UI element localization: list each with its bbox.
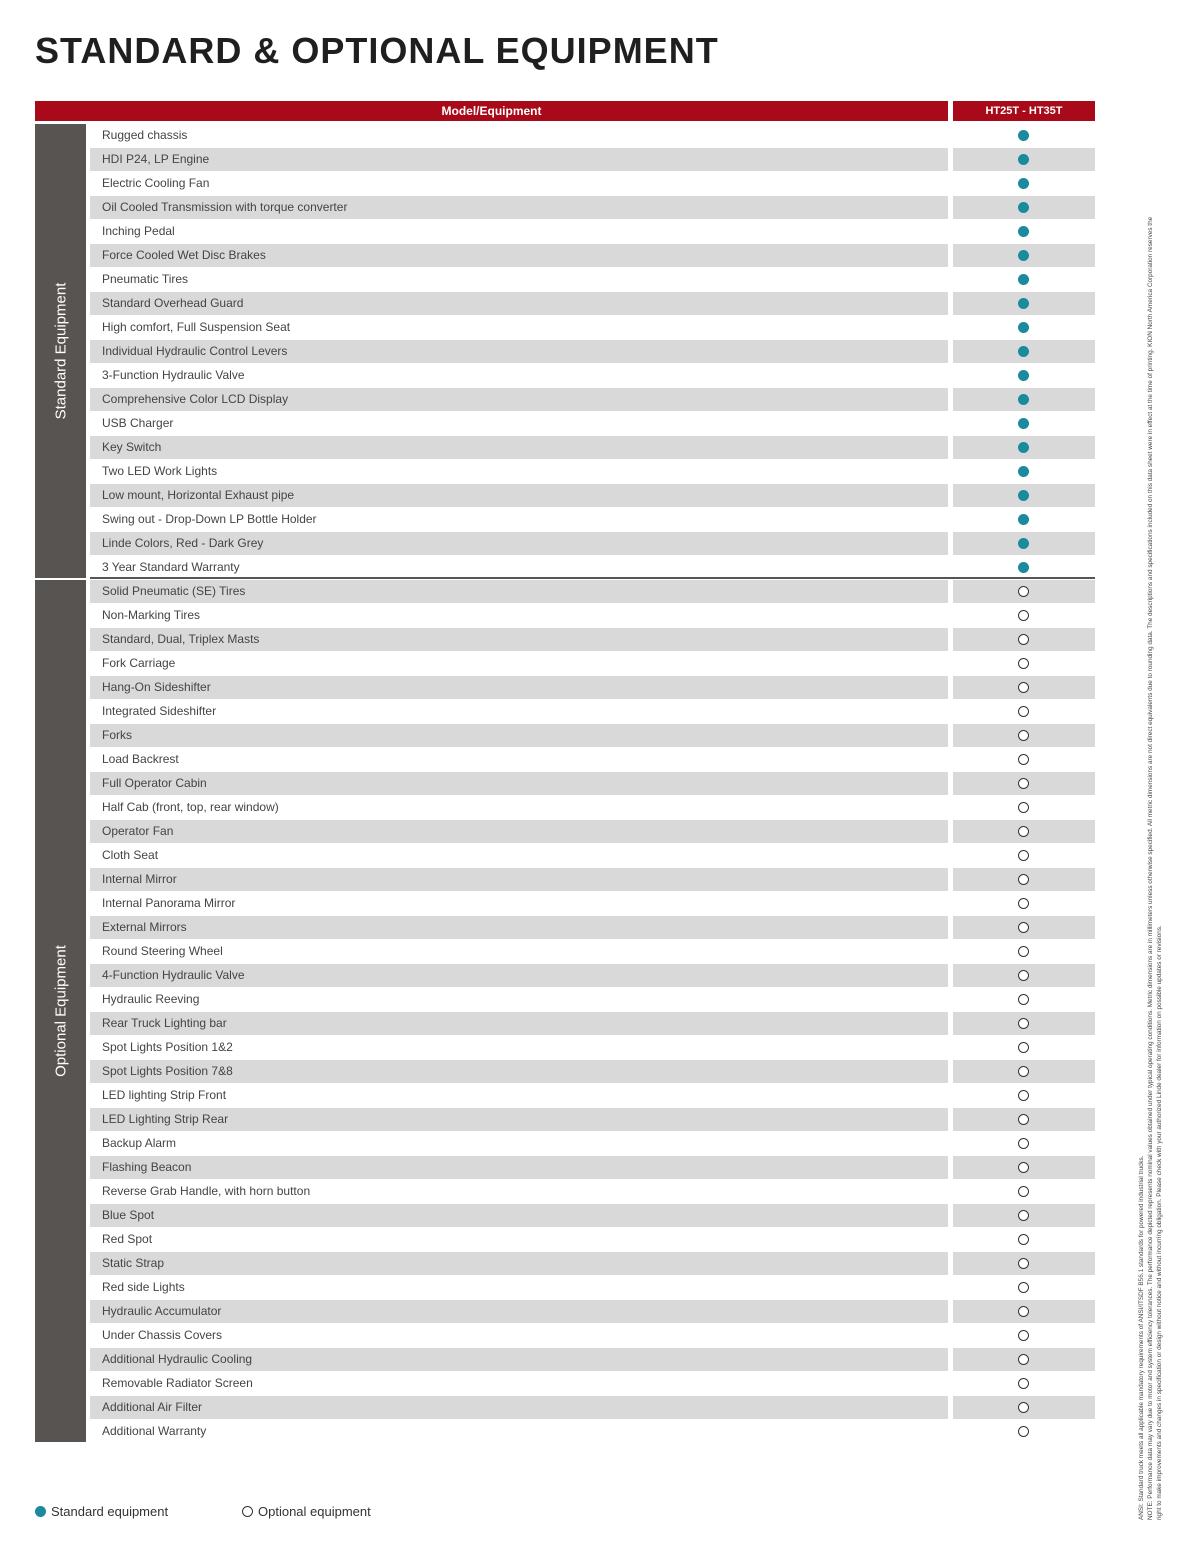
availability-cell — [953, 940, 1095, 963]
standard-dot-icon — [1018, 466, 1029, 477]
availability-cell — [953, 364, 1095, 387]
equipment-item-label: Comprehensive Color LCD Display — [90, 388, 948, 411]
optional-circle-icon — [1018, 1138, 1029, 1149]
table-row — [90, 748, 1095, 771]
availability-cell — [953, 1276, 1095, 1299]
disclaimer — [1137, 50, 1164, 1520]
table-row — [90, 1324, 1095, 1347]
availability-cell — [953, 1228, 1095, 1251]
table-row — [90, 1420, 1095, 1443]
standard-dot-icon — [1018, 322, 1029, 333]
optional-circle-icon — [1018, 1330, 1029, 1341]
optional-circle-icon — [1018, 1282, 1029, 1293]
standard-section-label: Standard Equipment — [52, 282, 69, 420]
equipment-item-label: Low mount, Horizontal Exhaust pipe — [90, 484, 948, 507]
table-row — [90, 700, 1095, 723]
table-row — [90, 1372, 1095, 1395]
table-row — [90, 1348, 1095, 1371]
optional-circle-icon — [1018, 1042, 1029, 1053]
availability-cell — [953, 1012, 1095, 1035]
disclaimer-line: NOTE: Performance data may vary due to motor and system efficiency tolerances. The performance depicted represents nominal values obtained under typical operating conditions. Metric dimensions are in millimeters unless otherwise specified. All metric dimensions are not direct equivalents due to rounding data. The descriptions and specifications included on this data sheet were in effect at the time of printing. KION North America Corporation reserves the — [1147, 216, 1154, 1520]
equipment-item-label: Flashing Beacon — [90, 1156, 948, 1179]
availability-cell — [953, 604, 1095, 627]
equipment-item-label: Forks — [90, 724, 948, 747]
equipment-item-label: Rear Truck Lighting bar — [90, 1012, 948, 1035]
equipment-item-label: Rugged chassis — [102, 128, 188, 142]
equipment-item-label: Oil Cooled Transmission with torque converter — [90, 196, 948, 219]
optional-circle-icon — [1018, 1114, 1029, 1125]
equipment-item-label: 4-Function Hydraulic Valve — [90, 964, 948, 987]
standard-dot-icon — [1018, 394, 1029, 405]
table-row — [90, 652, 1095, 675]
equipment-item-label: USB Charger — [102, 416, 174, 430]
equipment-item-label: Two LED Work Lights — [102, 464, 218, 478]
availability-cell — [953, 484, 1095, 507]
table-row — [90, 124, 1095, 147]
availability-cell — [953, 1132, 1095, 1155]
equipment-item-label: Fork Carriage — [102, 656, 176, 670]
table-row — [90, 148, 1095, 171]
table-row — [90, 268, 1095, 291]
equipment-item-label: Key Switch — [90, 436, 948, 459]
standard-dot-icon — [1018, 202, 1029, 213]
optional-section-label: Optional Equipment — [52, 945, 69, 1077]
availability-cell — [953, 1324, 1095, 1347]
availability-cell — [953, 124, 1095, 147]
table-row — [90, 460, 1095, 483]
table-row — [90, 988, 1095, 1011]
table-row — [90, 1396, 1095, 1419]
table-row — [90, 1060, 1095, 1083]
equipment-item-label: Blue Spot — [90, 1204, 948, 1227]
availability-cell — [953, 844, 1095, 867]
optional-circle-icon — [1018, 1186, 1029, 1197]
availability-cell — [953, 1180, 1095, 1203]
table-row — [90, 532, 1095, 555]
table-row — [90, 1180, 1095, 1203]
availability-cell — [953, 1204, 1095, 1227]
equipment-item-label: 3-Function Hydraulic Valve — [102, 368, 245, 382]
availability-cell — [953, 412, 1095, 435]
table-row — [90, 1036, 1095, 1059]
equipment-item-label: Load Backrest — [102, 752, 179, 766]
availability-cell — [953, 436, 1095, 459]
table-row — [90, 316, 1095, 339]
table-row — [90, 1300, 1095, 1323]
table-row — [90, 604, 1095, 627]
optional-circle-icon — [1018, 1018, 1029, 1029]
table-row — [90, 892, 1095, 915]
table-row — [90, 772, 1095, 795]
table-row — [90, 172, 1095, 195]
equipment-item-label: Hydraulic Reeving — [102, 992, 200, 1006]
table-row — [90, 244, 1095, 267]
equipment-column-header: Model/Equipment — [35, 101, 948, 121]
standard-dot-icon — [35, 1506, 46, 1517]
optional-circle-icon — [1018, 634, 1029, 645]
optional-circle-icon — [1018, 994, 1029, 1005]
table-row — [90, 556, 1095, 579]
optional-circle-icon — [1018, 922, 1029, 933]
legend-standard-label: Standard equipment — [51, 1504, 169, 1519]
table-row — [90, 388, 1095, 411]
equipment-item-label: Additional Hydraulic Cooling — [90, 1348, 948, 1371]
optional-circle-icon — [1018, 778, 1029, 789]
table-row — [90, 940, 1095, 963]
table-row — [90, 1012, 1095, 1035]
standard-dot-icon — [1018, 490, 1029, 501]
equipment-item-label: Under Chassis Covers — [102, 1328, 223, 1342]
table-row — [90, 1084, 1095, 1107]
standard-dot-icon — [1018, 538, 1029, 549]
equipment-item-label: Spot Lights Position 1&2 — [102, 1040, 233, 1054]
table-row — [90, 1228, 1095, 1251]
optional-circle-icon — [1018, 730, 1029, 741]
equipment-item-label: Full Operator Cabin — [90, 772, 948, 795]
table-row — [90, 1252, 1095, 1275]
availability-cell — [953, 148, 1095, 171]
section-divider — [90, 577, 1095, 579]
optional-circle-icon — [1018, 970, 1029, 981]
standard-dot-icon — [1018, 274, 1029, 285]
standard-dot-icon — [1018, 418, 1029, 429]
equipment-item-label: Standard Overhead Guard — [90, 292, 948, 315]
equipment-item-label: LED Lighting Strip Rear — [90, 1108, 948, 1131]
table-row — [90, 580, 1095, 603]
availability-cell — [953, 676, 1095, 699]
optional-circle-icon — [1018, 898, 1029, 909]
table-row — [90, 676, 1095, 699]
availability-cell — [953, 1108, 1095, 1131]
equipment-item-label: Swing out - Drop-Down LP Bottle Holder — [102, 512, 317, 526]
table-row — [90, 820, 1095, 843]
availability-cell — [953, 1252, 1095, 1275]
table-row — [90, 964, 1095, 987]
availability-cell — [953, 580, 1095, 603]
table-row — [90, 1156, 1095, 1179]
optional-circle-icon — [1018, 682, 1029, 693]
availability-cell — [953, 1084, 1095, 1107]
availability-cell — [953, 340, 1095, 363]
availability-cell — [953, 1420, 1095, 1443]
equipment-item-label: Inching Pedal — [102, 224, 175, 238]
table-row — [90, 340, 1095, 363]
equipment-item-label: Backup Alarm — [102, 1136, 177, 1150]
equipment-item-label: Individual Hydraulic Control Levers — [90, 340, 948, 363]
availability-cell — [953, 748, 1095, 771]
availability-cell — [953, 220, 1095, 243]
availability-cell — [953, 1348, 1095, 1371]
optional-circle-icon — [1018, 658, 1029, 669]
table-row — [90, 364, 1095, 387]
equipment-item-label: Operator Fan — [90, 820, 948, 843]
availability-cell — [953, 988, 1095, 1011]
equipment-item-label: Standard, Dual, Triplex Masts — [90, 628, 948, 651]
availability-cell — [953, 244, 1095, 267]
availability-cell — [953, 508, 1095, 531]
optional-circle-icon — [1018, 1426, 1029, 1437]
availability-cell — [953, 724, 1095, 747]
availability-cell — [953, 460, 1095, 483]
standard-dot-icon — [1018, 514, 1029, 525]
equipment-item-label: Additional Air Filter — [90, 1396, 948, 1419]
optional-circle-icon — [1018, 706, 1029, 717]
optional-circle-icon — [1018, 1354, 1029, 1365]
table-row — [90, 412, 1095, 435]
equipment-item-label: HDI P24, LP Engine — [90, 148, 948, 171]
legend-standard — [35, 1504, 168, 1519]
optional-circle-icon — [1018, 586, 1029, 597]
availability-cell — [953, 628, 1095, 651]
availability-cell — [953, 388, 1095, 411]
standard-dot-icon — [1018, 130, 1029, 141]
optional-circle-icon — [1018, 1162, 1029, 1173]
standard-dot-icon — [1018, 370, 1029, 381]
optional-circle-icon — [1018, 1258, 1029, 1269]
standard-dot-icon — [1018, 562, 1029, 573]
model-column-header: HT25T - HT35T — [953, 101, 1095, 121]
disclaimer-line: ANSI: Standard truck meets all applicable mandatory requirements of ANSI/ITSDF B56.1 standards for powered industrial trucks. — [1138, 1155, 1145, 1520]
equipment-item-label: Internal Mirror — [90, 868, 948, 891]
equipment-item-label: Half Cab (front, top, rear window) — [102, 800, 279, 814]
disclaimer-line: right to make improvements and changes in specification or design without notice and without incurring obligation. Please check with your authorized Linde dealer for information on possible updates or revisions. — [1156, 925, 1163, 1520]
availability-cell — [953, 1300, 1095, 1323]
equipment-item-label: Static Strap — [90, 1252, 948, 1275]
optional-circle-icon — [1018, 1402, 1029, 1413]
equipment-item-label: Round Steering Wheel — [102, 944, 223, 958]
optional-circle-icon — [1018, 850, 1029, 861]
availability-cell — [953, 1396, 1095, 1419]
equipment-item-label: External Mirrors — [90, 916, 948, 939]
equipment-item-label: Solid Pneumatic (SE) Tires — [90, 580, 948, 603]
standard-dot-icon — [1018, 346, 1029, 357]
table-row — [90, 724, 1095, 747]
optional-circle-icon — [1018, 802, 1029, 813]
availability-cell — [953, 556, 1095, 579]
optional-circle-icon — [1018, 1378, 1029, 1389]
standard-dot-icon — [1018, 250, 1029, 261]
page-title: STANDARD & OPTIONAL EQUIPMENT — [35, 30, 719, 71]
optional-circle-icon — [1018, 754, 1029, 765]
optional-circle-icon — [1018, 946, 1029, 957]
equipment-item-label: High comfort, Full Suspension Seat — [102, 320, 291, 334]
availability-cell — [953, 964, 1095, 987]
availability-cell — [953, 892, 1095, 915]
equipment-item-label: Reverse Grab Handle, with horn button — [102, 1184, 311, 1198]
optional-circle-icon — [1018, 1066, 1029, 1077]
availability-cell — [953, 1156, 1095, 1179]
availability-cell — [953, 196, 1095, 219]
equipment-item-label: Red side Lights — [102, 1280, 185, 1294]
optional-section-band — [35, 580, 86, 1442]
table-row — [90, 796, 1095, 819]
availability-cell — [953, 1060, 1095, 1083]
legend-optional — [242, 1504, 371, 1519]
optional-circle-icon — [1018, 610, 1029, 621]
equipment-item-label: Spot Lights Position 7&8 — [90, 1060, 948, 1083]
equipment-item-label: Force Cooled Wet Disc Brakes — [90, 244, 948, 267]
table-row — [90, 484, 1095, 507]
availability-cell — [953, 1372, 1095, 1395]
equipment-item-label: Pneumatic Tires — [102, 272, 189, 286]
availability-cell — [953, 796, 1095, 819]
availability-cell — [953, 652, 1095, 675]
table-row — [90, 436, 1095, 459]
equipment-item-label: Hydraulic Accumulator — [90, 1300, 948, 1323]
table-row — [90, 868, 1095, 891]
availability-cell — [953, 868, 1095, 891]
standard-dot-icon — [1018, 178, 1029, 189]
availability-cell — [953, 700, 1095, 723]
optional-circle-icon — [1018, 1090, 1029, 1101]
table-row — [90, 844, 1095, 867]
standard-dot-icon — [1018, 298, 1029, 309]
table-row — [90, 196, 1095, 219]
optional-circle-icon — [1018, 1210, 1029, 1221]
equipment-item-label: Integrated Sideshifter — [102, 704, 217, 718]
optional-circle-icon — [1018, 1234, 1029, 1245]
standard-dot-icon — [1018, 226, 1029, 237]
table-row — [90, 628, 1095, 651]
standard-dot-icon — [1018, 154, 1029, 165]
equipment-item-label: Cloth Seat — [102, 848, 159, 862]
availability-cell — [953, 820, 1095, 843]
equipment-item-label: Linde Colors, Red - Dark Grey — [90, 532, 948, 555]
table-row — [90, 1108, 1095, 1131]
availability-cell — [953, 316, 1095, 339]
equipment-item-label: 3 Year Standard Warranty — [102, 560, 240, 574]
equipment-item-label: Electric Cooling Fan — [102, 176, 210, 190]
availability-cell — [953, 916, 1095, 939]
equipment-item-label: Internal Panorama Mirror — [102, 896, 236, 910]
equipment-item-label: Additional Warranty — [102, 1424, 207, 1438]
optional-circle-icon — [242, 1506, 253, 1517]
optional-circle-icon — [1018, 874, 1029, 885]
standard-dot-icon — [1018, 442, 1029, 453]
availability-cell — [953, 772, 1095, 795]
table-row — [90, 1132, 1095, 1155]
equipment-item-label: Non-Marking Tires — [102, 608, 201, 622]
table-row — [90, 220, 1095, 243]
equipment-item-label: Removable Radiator Screen — [102, 1376, 253, 1390]
table-row — [90, 1276, 1095, 1299]
table-row — [90, 508, 1095, 531]
table-row — [90, 1204, 1095, 1227]
availability-cell — [953, 292, 1095, 315]
standard-section-band — [35, 124, 86, 578]
equipment-item-label: Red Spot — [102, 1232, 153, 1246]
availability-cell — [953, 1036, 1095, 1059]
availability-cell — [953, 172, 1095, 195]
table-row — [90, 292, 1095, 315]
equipment-item-label: Hang-On Sideshifter — [90, 676, 948, 699]
availability-cell — [953, 532, 1095, 555]
table-row — [90, 916, 1095, 939]
availability-cell — [953, 268, 1095, 291]
equipment-item-label: LED lighting Strip Front — [102, 1088, 227, 1102]
legend-optional-label: Optional equipment — [258, 1504, 371, 1519]
optional-circle-icon — [1018, 826, 1029, 837]
optional-circle-icon — [1018, 1306, 1029, 1317]
